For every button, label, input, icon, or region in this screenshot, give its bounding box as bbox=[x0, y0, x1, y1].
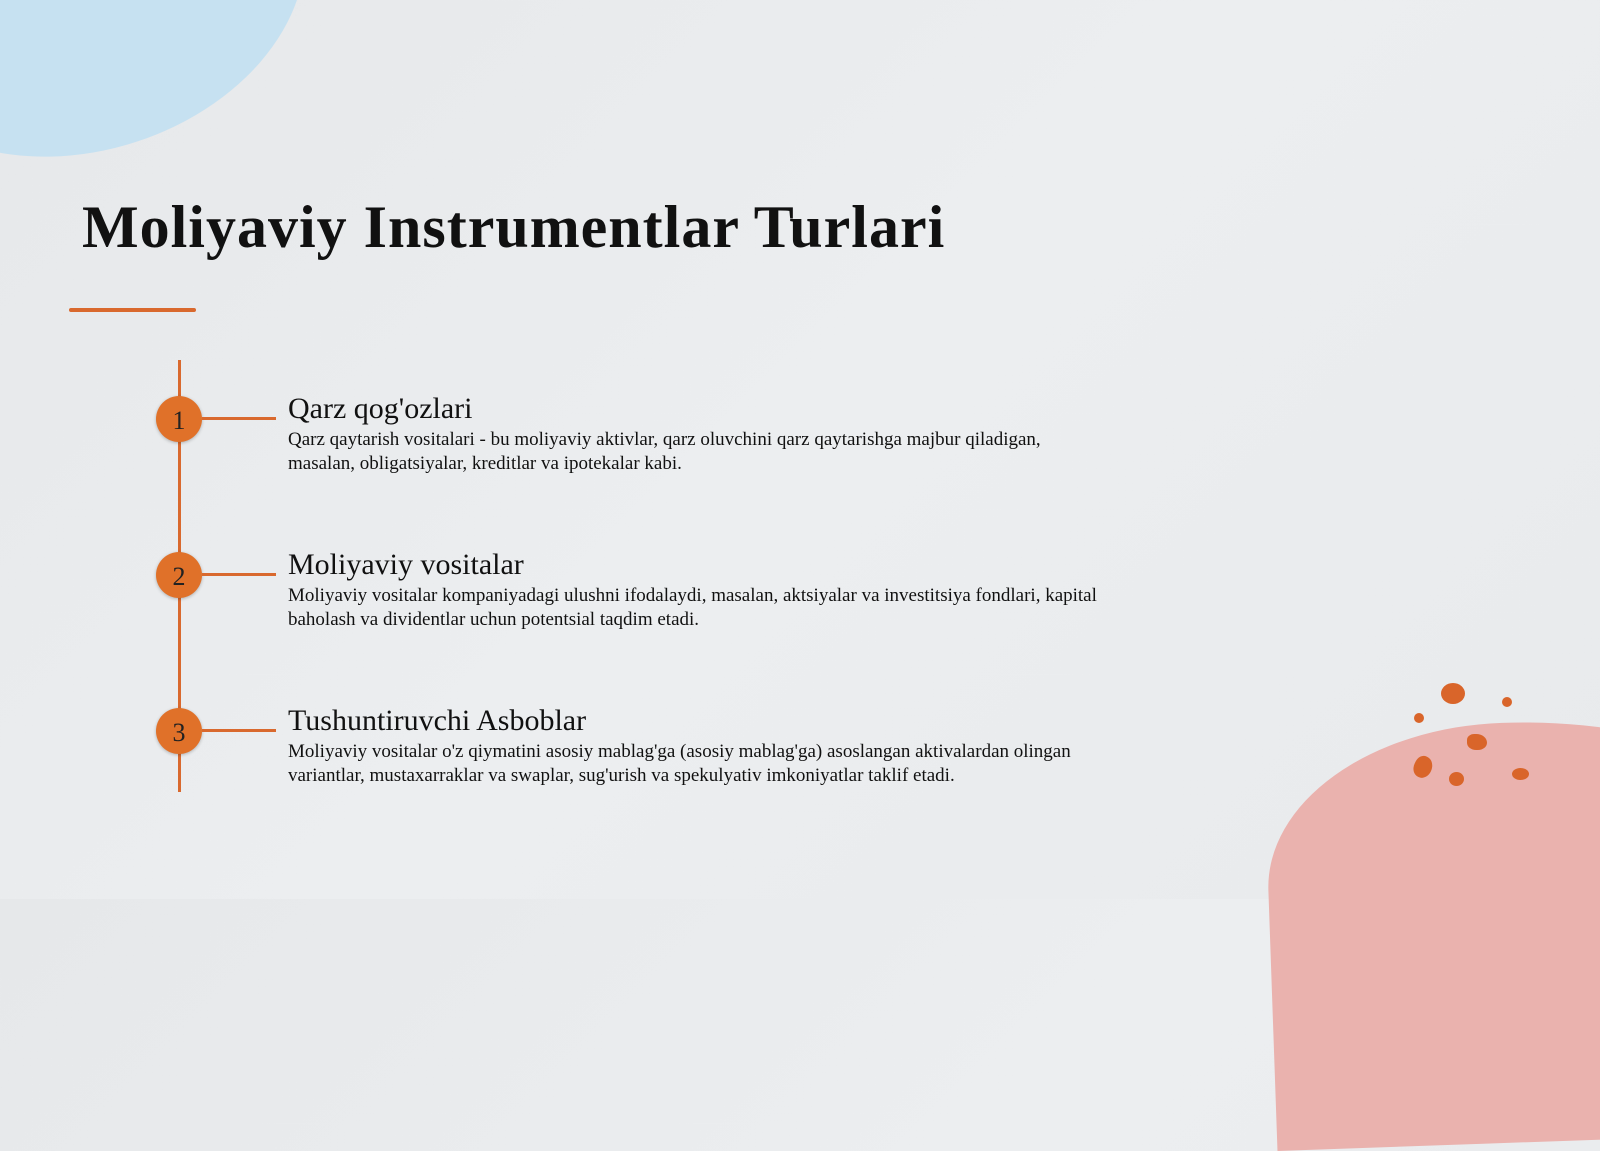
step-number-badge: 2 bbox=[156, 552, 202, 598]
step-heading: Tushuntiruvchi Asboblar bbox=[288, 704, 587, 737]
step-number-badge: 1 bbox=[156, 396, 202, 442]
step-description: Moliyaviy vositalar o'z qiymatini asosiy mablag'ga (asosiy mablag'ga) asoslangan aktivalardan olingan variantlar, mustaxarraklar va swaplar, sug'urish va spekulyativ imkoniyatlar taklif etadi. bbox=[288, 741, 1071, 786]
step-number-badge: 3 bbox=[156, 708, 202, 754]
decorative-dot bbox=[1414, 713, 1424, 723]
page-title: Moliyaviy Instrumentlar Turlari bbox=[82, 194, 946, 260]
title-underline bbox=[69, 308, 196, 312]
decorative-dot bbox=[1449, 772, 1464, 786]
decorative-pink-blob bbox=[1263, 713, 1600, 1151]
decorative-dot bbox=[1512, 768, 1529, 780]
step-description: Qarz qaytarish vositalari - bu moliyaviy aktivlar, qarz oluvchini qarz qaytarishga majbur qiladigan, masalan, obligatsiyalar, kreditlar va ipotekalar kabi. bbox=[288, 429, 1041, 474]
decorative-blue-blob bbox=[0, 0, 350, 211]
step-heading: Moliyaviy vositalar bbox=[288, 548, 524, 581]
step-heading: Qarz qog'ozlari bbox=[288, 392, 473, 425]
decorative-dot bbox=[1441, 683, 1465, 704]
decorative-dot bbox=[1467, 734, 1487, 750]
step-description: Moliyaviy vositalar kompaniyadagi ulushni ifodalaydi, masalan, aktsiyalar va investitsiya fondlari, kapital baholash va dividentlar uchun potentsial taqdim etadi. bbox=[288, 585, 1097, 630]
step-connector bbox=[202, 417, 276, 420]
step-connector bbox=[202, 729, 276, 732]
step-connector bbox=[202, 573, 276, 576]
decorative-dot bbox=[1502, 697, 1512, 707]
